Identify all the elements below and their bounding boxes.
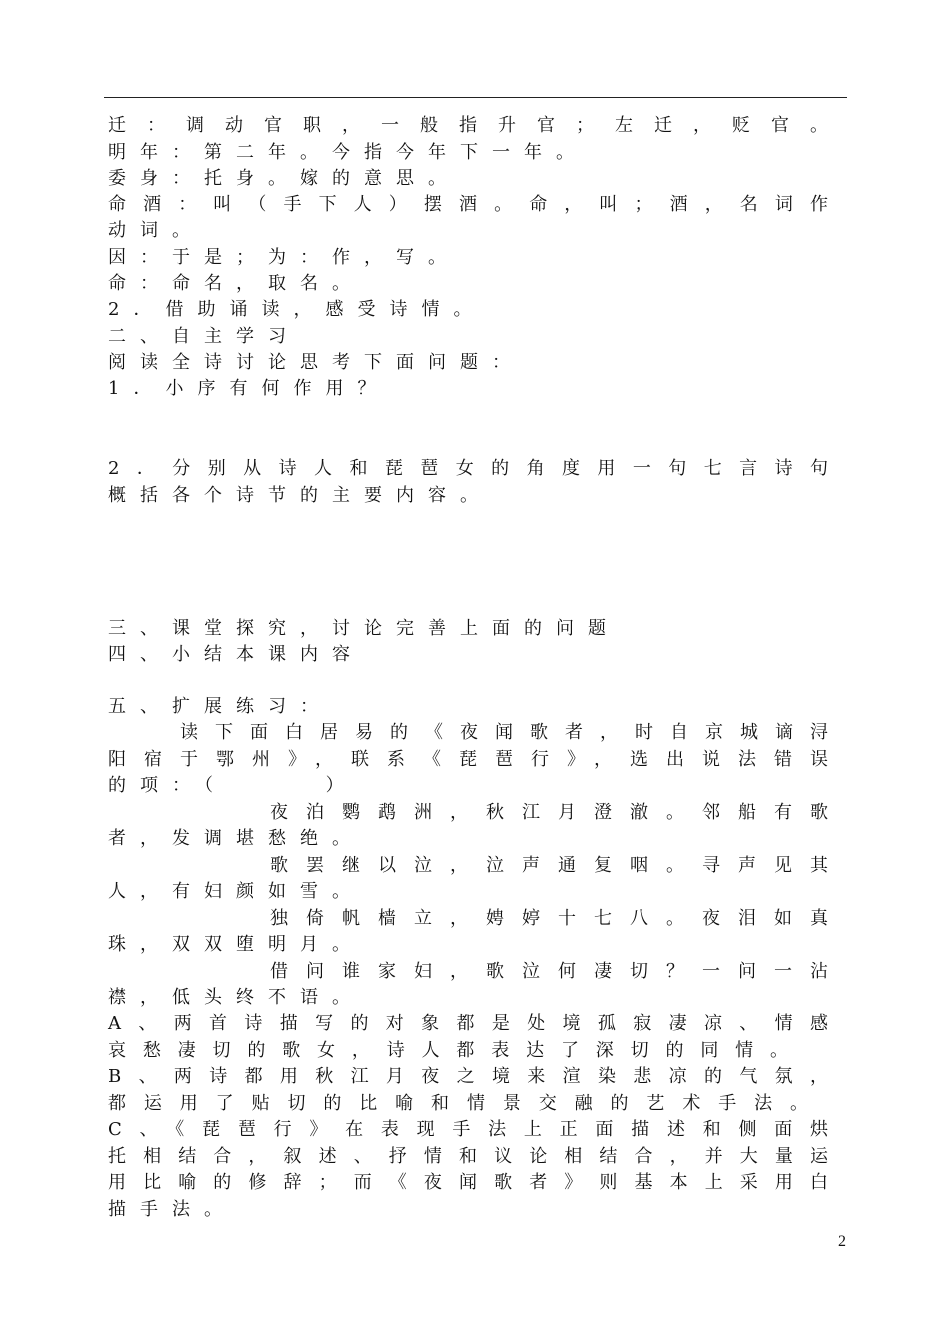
poem-line: 歌罢继以泣，泣声通复咽。寻声见其 — [270, 855, 828, 876]
text-line: 命：命名，取名。 — [108, 273, 364, 294]
text-line: 2．借助诵读，感受诗情。 — [108, 299, 486, 320]
section-heading: 五、扩展练习： — [108, 696, 332, 717]
poem-line: 人，有妇颜如雪。 — [108, 881, 364, 902]
option-c: 描手法。 — [108, 1199, 236, 1220]
text-line: 阳宿于鄂州》，联系《琵琶行》，选出说法错误 — [108, 749, 828, 770]
poem-line: 珠，双双堕明月。 — [108, 934, 364, 955]
section-heading: 四、小结本课内容 — [108, 644, 364, 665]
text-line: 迁：调动官职，一般指升官；左迁，贬官。 — [108, 115, 828, 136]
poem-line: 襟，低头终不语。 — [108, 987, 364, 1008]
text-line: 概括各个诗节的主要内容。 — [108, 485, 492, 506]
option-a: 哀愁凄切的歌女，诗人都表达了深切的同情。 — [108, 1040, 788, 1061]
header-rule — [104, 97, 847, 98]
option-a: A、两首诗描写的对象都是处境孤寂凄凉、情感 — [108, 1013, 828, 1034]
option-b: 都运用了贴切的比喻和情景交融的艺术手法。 — [108, 1093, 808, 1114]
page-number: 2 — [838, 1233, 846, 1250]
poem-line: 者，发调堪愁绝。 — [108, 828, 364, 849]
poem-line: 借问谁家妇，歌泣何凄切？一问一沾 — [270, 961, 828, 982]
question-item: 1．小序有何作用？ — [108, 378, 390, 399]
text-line: 明年：第二年。今指今年下一年。 — [108, 142, 588, 163]
option-c: C、《琵琶行》在表现手法上正面描述和侧面烘 — [108, 1119, 828, 1140]
question-item: 2．分别从诗人和琵琶女的角度用一句七言诗句 — [108, 458, 828, 479]
text-line: 命酒：叫（手下人）摆酒。命，叫；酒，名词作 — [108, 194, 828, 215]
section-heading: 三、课堂探究，讨论完善上面的问题 — [108, 618, 620, 639]
option-b: B、两诗都用秋江月夜之境来渲染悲凉的气氛， — [108, 1066, 828, 1087]
section-heading: 二、自主学习 — [108, 326, 300, 347]
text-line: 因：于是；为：作，写。 — [108, 247, 460, 268]
option-c: 用比喻的修辞；而《夜闻歌者》则基本上采用白 — [108, 1172, 828, 1193]
text-line: 动词。 — [108, 220, 204, 241]
poem-line: 独倚帆樯立，娉婷十七八。夜泪如真 — [270, 908, 828, 929]
option-c: 托相结合，叙述、抒情和议论相结合，并大量运 — [108, 1146, 828, 1167]
text-line: 阅读全诗讨论思考下面问题： — [108, 352, 524, 373]
text-line: 读下面白居易的《夜闻歌者，时自京城谪浔 — [180, 722, 828, 743]
text-line: 委身：托身。嫁的意思。 — [108, 168, 460, 189]
poem-line: 夜泊鹦鹉洲，秋江月澄澈。邻船有歌 — [270, 802, 828, 823]
text-line: 的项：（ ） — [108, 775, 358, 796]
